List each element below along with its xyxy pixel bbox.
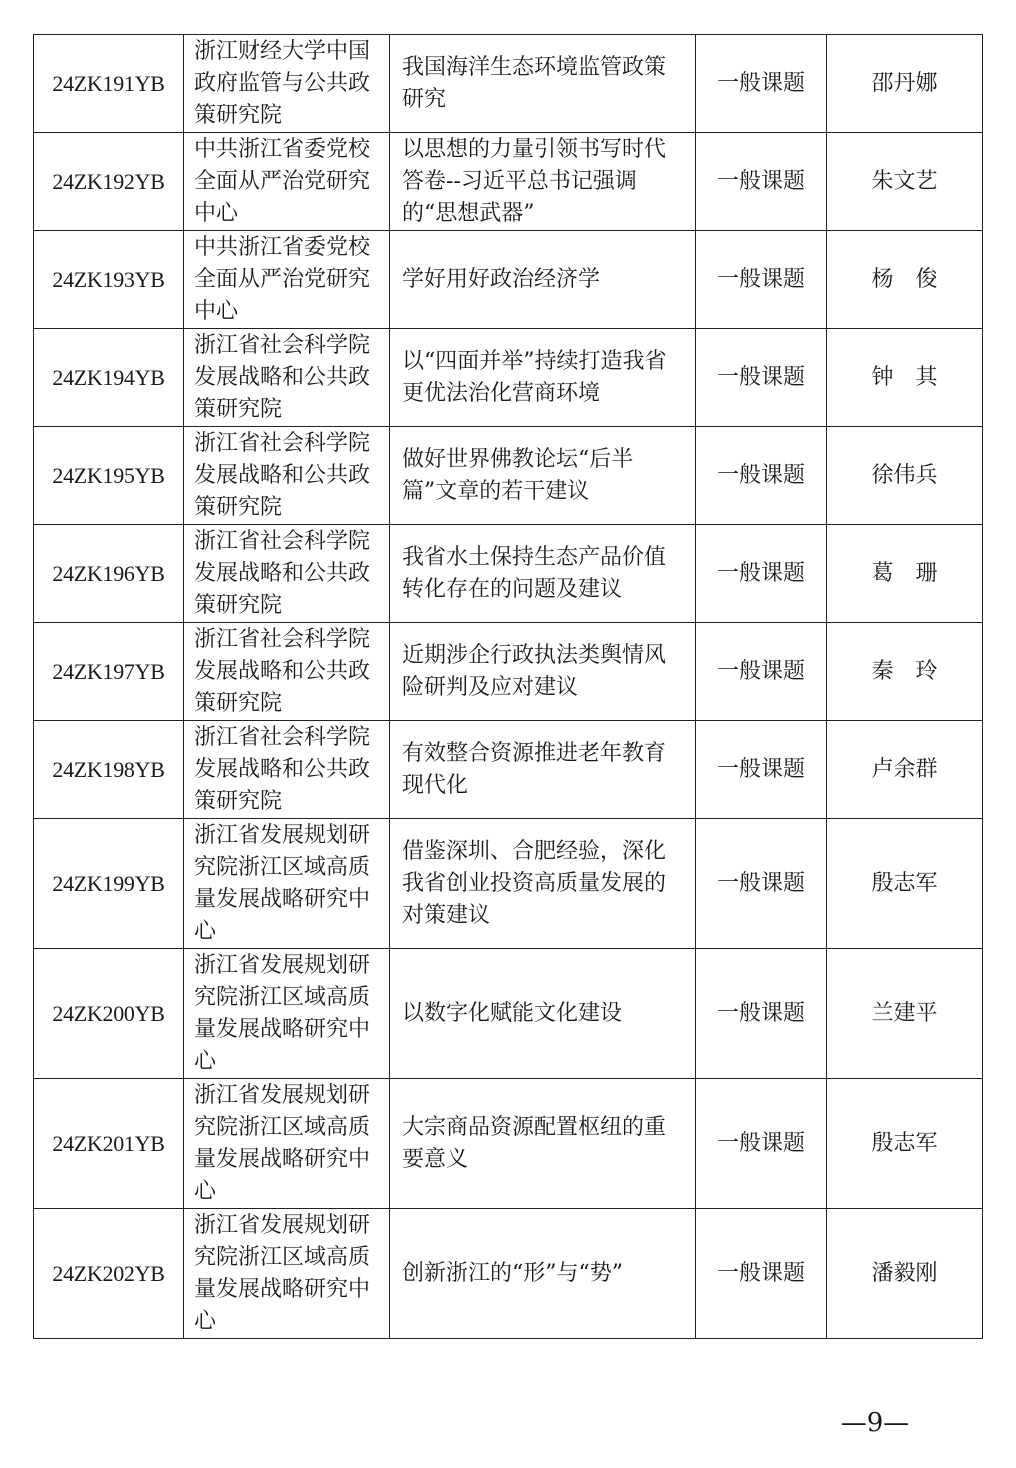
project-title: 以“四面并举”持续打造我省更优法治化营商环境	[390, 329, 696, 427]
table-row	[34, 721, 983, 819]
project-title: 大宗商品资源配置枢纽的重要意义	[390, 1079, 696, 1209]
project-category: 一般课题	[696, 525, 827, 623]
project-title: 我国海洋生态环境监管政策研究	[390, 35, 696, 133]
project-title: 以数字化赋能文化建设	[390, 949, 696, 1079]
project-code: 24ZK199YB	[34, 819, 184, 949]
table-row	[34, 1079, 983, 1209]
host-institution: 浙江省社会科学院发展战略和公共政策研究院	[184, 329, 390, 427]
host-institution: 浙江省社会科学院发展战略和公共政策研究院	[184, 525, 390, 623]
project-title: 我省水土保持生态产品价值转化存在的问题及建议	[390, 525, 696, 623]
table-row	[34, 525, 983, 623]
project-code: 24ZK194YB	[34, 329, 184, 427]
table-row	[34, 1209, 983, 1339]
project-title: 有效整合资源推进老年教育现代化	[390, 721, 696, 819]
host-institution: 中共浙江省委党校全面从严治党研究中心	[184, 231, 390, 329]
project-code: 24ZK191YB	[34, 35, 184, 133]
table-row	[34, 949, 983, 1079]
table-row	[34, 231, 983, 329]
project-code: 24ZK197YB	[34, 623, 184, 721]
project-leader: 殷志军	[827, 1079, 983, 1209]
project-code: 24ZK202YB	[34, 1209, 184, 1339]
table-row	[34, 133, 983, 231]
host-institution: 中共浙江省委党校全面从严治党研究中心	[184, 133, 390, 231]
project-category: 一般课题	[696, 427, 827, 525]
project-title: 学好用好政治经济学	[390, 231, 696, 329]
project-category: 一般课题	[696, 721, 827, 819]
project-code: 24ZK195YB	[34, 427, 184, 525]
table-row	[34, 623, 983, 721]
project-leader: 潘毅刚	[827, 1209, 983, 1339]
host-institution: 浙江财经大学中国政府监管与公共政策研究院	[184, 35, 390, 133]
host-institution: 浙江省发展规划研究院浙江区域高质量发展战略研究中心	[184, 819, 390, 949]
project-title: 借鉴深圳、合肥经验，深化我省创业投资高质量发展的对策建议	[390, 819, 696, 949]
project-category: 一般课题	[696, 231, 827, 329]
project-leader: 卢余群	[827, 721, 983, 819]
page-number: —9—	[840, 1408, 910, 1438]
host-institution: 浙江省发展规划研究院浙江区域高质量发展战略研究中心	[184, 949, 390, 1079]
host-institution: 浙江省社会科学院发展战略和公共政策研究院	[184, 427, 390, 525]
project-leader: 殷志军	[827, 819, 983, 949]
project-category: 一般课题	[696, 35, 827, 133]
host-institution: 浙江省社会科学院发展战略和公共政策研究院	[184, 623, 390, 721]
project-category: 一般课题	[696, 133, 827, 231]
project-code: 24ZK200YB	[34, 949, 184, 1079]
project-code: 24ZK198YB	[34, 721, 184, 819]
table-row	[34, 35, 983, 133]
host-institution: 浙江省发展规划研究院浙江区域高质量发展战略研究中心	[184, 1079, 390, 1209]
table-row	[34, 329, 983, 427]
project-code: 24ZK196YB	[34, 525, 184, 623]
project-title: 做好世界佛教论坛“后半篇”文章的若干建议	[390, 427, 696, 525]
project-title: 以思想的力量引领书写时代答卷--习近平总书记强调的“思想武器”	[390, 133, 696, 231]
table-row	[34, 427, 983, 525]
project-leader: 秦 玲	[827, 623, 983, 721]
project-leader: 杨 俊	[827, 231, 983, 329]
project-leader: 徐伟兵	[827, 427, 983, 525]
table-row	[34, 819, 983, 949]
project-leader: 邵丹娜	[827, 35, 983, 133]
project-leader: 朱文艺	[827, 133, 983, 231]
project-category: 一般课题	[696, 1079, 827, 1209]
project-code: 24ZK201YB	[34, 1079, 184, 1209]
project-leader: 钟 其	[827, 329, 983, 427]
project-category: 一般课题	[696, 623, 827, 721]
project-leader: 葛 珊	[827, 525, 983, 623]
project-code: 24ZK193YB	[34, 231, 184, 329]
project-code: 24ZK192YB	[34, 133, 184, 231]
project-title: 近期涉企行政执法类舆情风险研判及应对建议	[390, 623, 696, 721]
project-table	[33, 34, 983, 1339]
project-category: 一般课题	[696, 949, 827, 1079]
project-category: 一般课题	[696, 819, 827, 949]
project-title: 创新浙江的“形”与“势”	[390, 1209, 696, 1339]
host-institution: 浙江省社会科学院发展战略和公共政策研究院	[184, 721, 390, 819]
project-category: 一般课题	[696, 329, 827, 427]
project-leader: 兰建平	[827, 949, 983, 1079]
host-institution: 浙江省发展规划研究院浙江区域高质量发展战略研究中心	[184, 1209, 390, 1339]
project-category: 一般课题	[696, 1209, 827, 1339]
